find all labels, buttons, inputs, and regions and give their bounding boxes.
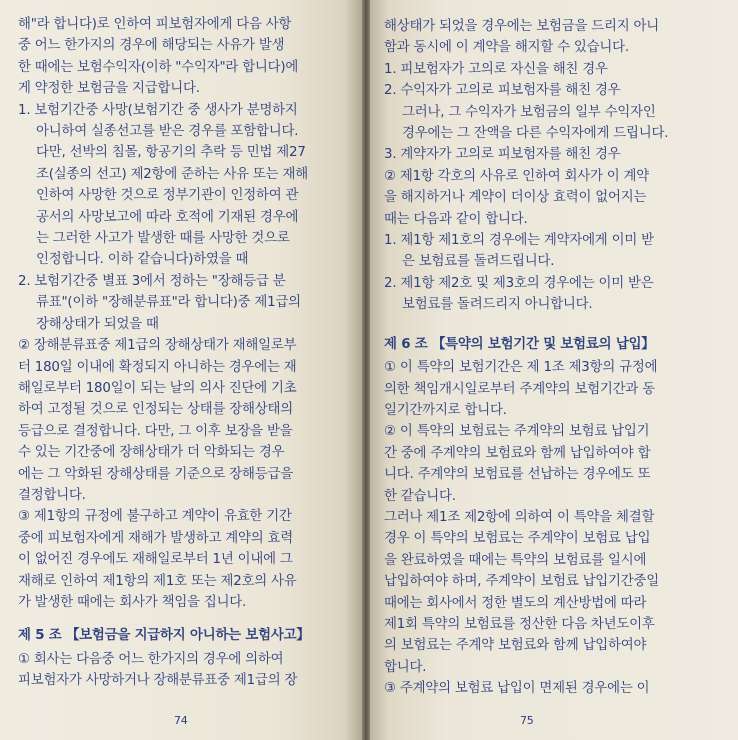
text-line: 하여 고정될 것으로 인정되는 상태를 장해상태의 — [18, 402, 293, 418]
book-gutter — [362, 0, 370, 740]
text-line: 한 같습니다. — [384, 488, 456, 504]
text-line: 공서의 사망보고에 따라 호적에 기재된 경우에 — [36, 209, 299, 225]
paragraph-2: ② 장해분류표중 제1급의 장해상태가 재해일로부 — [18, 338, 297, 354]
text-line: 인정합니다. 이하 같습니다)하였을 때 — [36, 252, 249, 268]
list-item-2: 2. 수익자가 고의로 피보험자를 해친 경우 — [384, 83, 621, 99]
text-line: 때는 다음과 같이 합니다. — [384, 211, 528, 227]
text-line: 니다. 주계약의 보험료를 선납하는 경우에도 또 — [384, 467, 651, 483]
list-item-3: 3. 계약자가 고의로 피보험자를 해친 경우 — [384, 147, 621, 163]
paragraph-2: ② 제1항 각호의 사유로 인하여 회사가 이 계약 — [384, 168, 650, 184]
paragraph-3: ③ 주계약의 보험료 납입이 면제된 경우에는 이 — [384, 681, 650, 697]
list-item-1: 1. 제1항 제1호의 경우에는 계약자에게 이미 받 — [384, 233, 654, 249]
list-item-2: 2. 제1항 제2호 및 제3호의 경우에는 이미 받은 — [384, 275, 654, 291]
text-line: 피보험자가 사망하거나 장해분류표중 제1급의 장 — [18, 673, 298, 689]
text-line: 합니다. — [384, 659, 427, 675]
text-line: 는 그러한 사고가 발생한 때를 사망한 것으로 — [36, 231, 290, 247]
text-line: 조(실종의 선고) 제2항에 준하는 사유 또는 재해 — [36, 166, 308, 182]
text-line: 에는 그 악화된 장해상태를 기준으로 장해등급을 — [18, 466, 293, 482]
article-6-heading: 제 6 조 【특약의 보험기간 및 보험료의 납입】 — [384, 336, 655, 352]
text-line: 때에는 회사에서 정한 별도의 계산방법에 따라 — [384, 595, 647, 611]
text-line: 경우 이 특약의 보험료는 주계약이 보험료 납입 — [384, 531, 651, 547]
list-item-2: 2. 보험기간중 별표 3에서 정하는 "장해등급 분 — [18, 273, 286, 289]
paragraph-2: ② 이 특약의 보험료는 주계약의 보험료 납입기 — [384, 424, 650, 440]
text-line: 아니하여 실종선고를 받은 경우를 포함합니다. — [36, 124, 299, 140]
page-number: 75 — [520, 714, 534, 727]
text-line: 은 보험료를 돌려드립니다. — [402, 254, 555, 270]
text-line: 등급으로 결정합니다. 다만, 그 이후 보장을 받을 — [18, 423, 293, 439]
text-line: 보험료를 돌려드리지 아니합니다. — [402, 297, 593, 313]
paragraph-3: ③ 제1항의 규정에 불구하고 계약이 유효한 기간 — [18, 509, 292, 525]
page-number: 74 — [174, 714, 188, 727]
text-line: 중 어느 한가지의 경우에 해당되는 사유가 발생 — [18, 38, 285, 54]
text-line: 의한 책임개시일로부터 주계약의 보험기간과 동 — [384, 381, 655, 397]
text-line: 해"라 합니다)로 인하여 피보험자에게 다음 사항 — [18, 17, 292, 32]
text-line: 경우에는 그 잔액을 다른 수익자에게 드립니다. — [402, 126, 669, 142]
text-line: 그러나 제1조 제2항에 의하여 이 특약을 체결할 — [384, 509, 655, 525]
text-line: 한 때에는 보험수익자(이하 "수익자"라 합니다)에 — [18, 59, 299, 75]
text-line: 간 중에 주계약의 보험료와 함께 납입하여야 합 — [384, 445, 651, 461]
text-line: 결정합니다. — [18, 487, 86, 503]
paragraph-1: ① 회사는 다음중 어느 한가지의 경우에 의하여 — [18, 651, 284, 667]
list-item-1: 1. 피보험자가 고의로 자신을 해친 경우 — [384, 61, 608, 77]
text-line: 일기간까지로 합니다. — [384, 402, 507, 418]
text-line: 해상태가 되었을 경우에는 보험금을 드리지 아니 — [384, 19, 659, 34]
text-line: 의 보험료는 주계약 보험료와 함께 납입하여야 — [384, 638, 647, 654]
paragraph-1: ① 이 특약의 보험기간은 제 1조 제3항의 규정에 — [384, 360, 658, 376]
text-line: 수 있는 기간중에 장해상태가 더 악화되는 경우 — [18, 445, 285, 461]
article-5-heading: 제 5 조 【보험금을 지급하지 아니하는 보험사고】 — [18, 628, 310, 644]
text-line: 함과 동시에 이 계약을 해지할 수 있습니다. — [384, 40, 629, 56]
text-line: 재해로 인하여 제1항의 제1호 또는 제2호의 사유 — [18, 573, 297, 589]
text-line: 을 해지하거나 계약이 더이상 효력이 없어지는 — [384, 190, 647, 206]
text-line: 을 완료하였을 때에는 특약의 보험료를 일시에 — [384, 552, 647, 568]
text-line: 제1회 특약의 보험료를 정산한 다음 차년도이후 — [384, 616, 655, 632]
text-line: 이 없어진 경우에도 재해일로부터 1년 이내에 그 — [18, 552, 293, 568]
text-line: 인하여 사망한 것으로 정부기관이 인정하여 관 — [36, 188, 299, 204]
text-line: 터 180일 이내에 확정되지 아니하는 경우에는 재 — [18, 359, 297, 375]
text-line: 납입하여야 하며, 주계약이 보험료 납입기간중일 — [384, 574, 659, 590]
text-line: 해일로부터 180일이 되는 날의 의사 진단에 기초 — [18, 380, 297, 396]
text-line: 그러나, 그 수익자가 보험금의 일부 수익자인 — [402, 104, 656, 120]
text-line: 다만, 선박의 침몰, 항공기의 추락 등 민법 제27 — [36, 145, 306, 161]
list-item-1: 1. 보험기간중 사망(보험기간 중 생사가 분명하지 — [18, 102, 298, 118]
text-line: 중에 피보험자에게 재해가 발생하고 계약의 효력 — [18, 530, 293, 546]
text-line: 가 발생한 때에는 회사가 책임을 집니다. — [18, 594, 247, 610]
text-line: 장해상태가 되었을 때 — [36, 316, 159, 332]
left-page — [0, 0, 366, 740]
text-line: 게 약정한 보험금을 지급합니다. — [18, 81, 200, 97]
right-page — [366, 0, 738, 740]
text-line: 류표"(이하 "장해분류표"라 합니다)중 제1급의 — [36, 295, 301, 311]
